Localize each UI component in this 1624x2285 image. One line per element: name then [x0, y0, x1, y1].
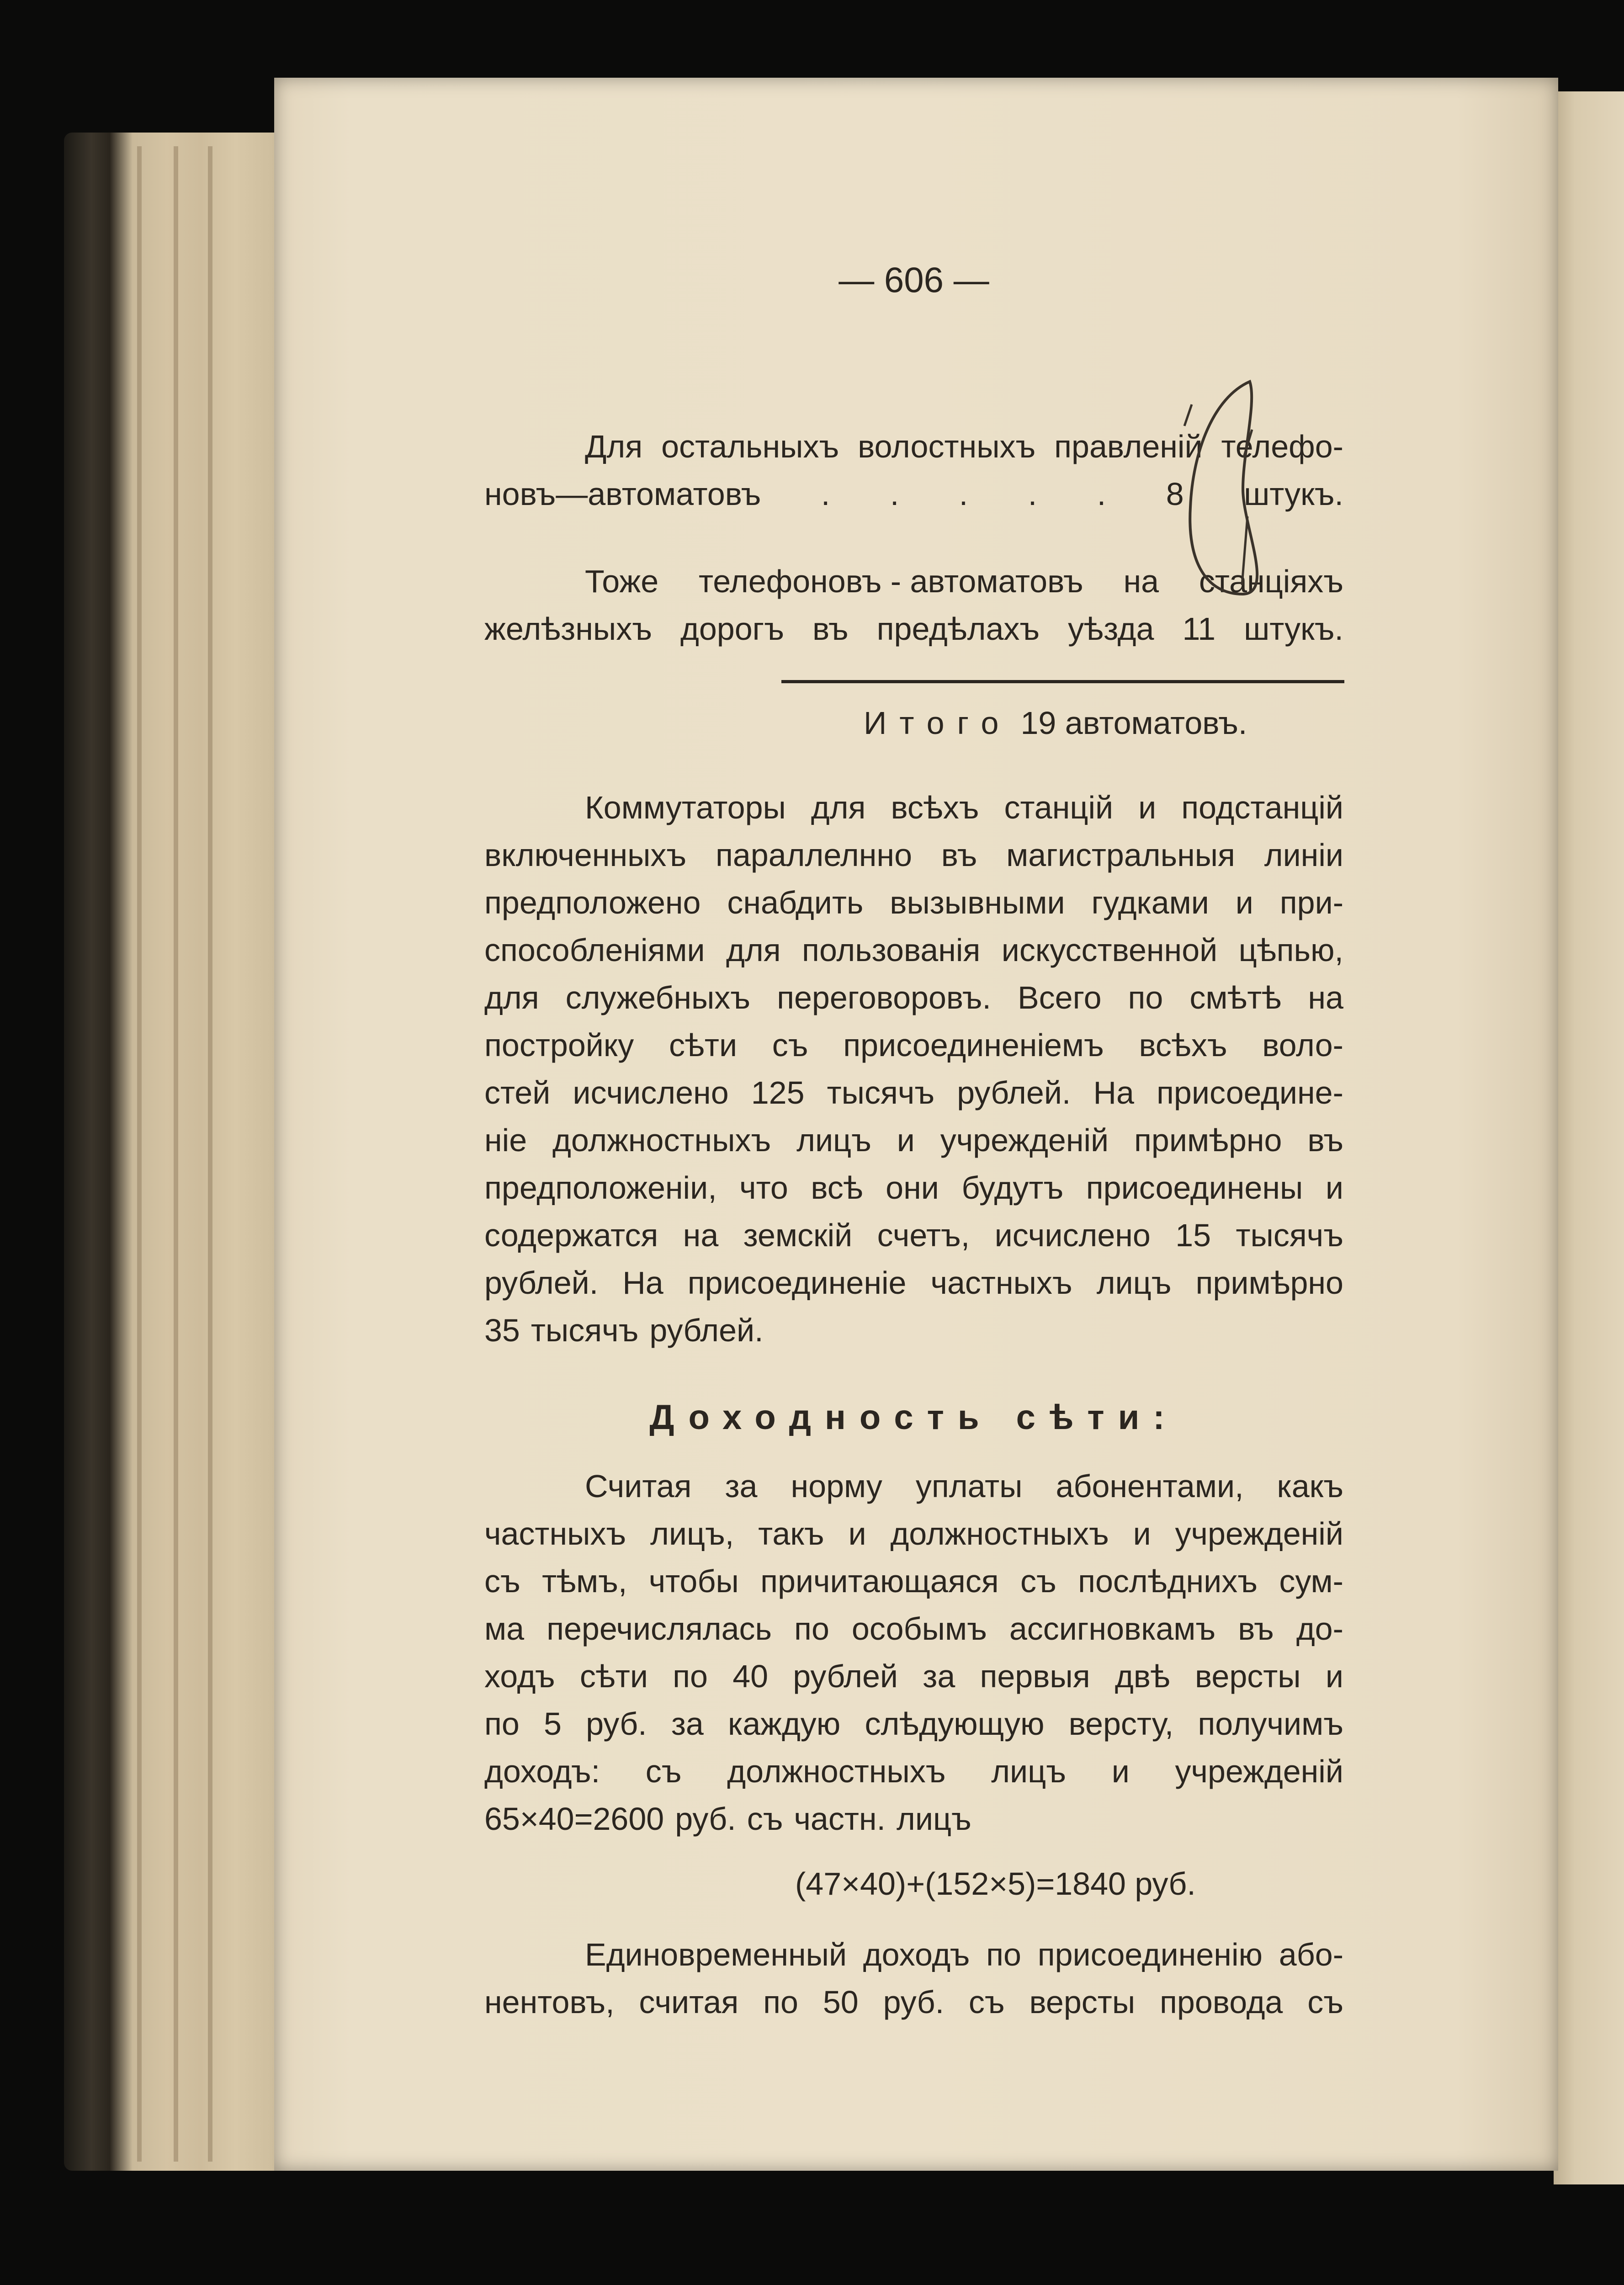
word: получимъ	[1198, 1706, 1343, 1742]
word: учрежденій	[940, 1122, 1109, 1158]
word: гудками	[1091, 885, 1209, 920]
word: съ	[968, 1984, 1005, 2020]
text-line	[484, 1116, 1343, 1164]
word: будутъ	[961, 1170, 1064, 1206]
word: смѣтѣ	[1189, 980, 1282, 1015]
word: версты	[1029, 1984, 1136, 2020]
word: для	[726, 932, 781, 968]
word: доходъ	[863, 1937, 970, 1972]
word: лицъ,	[650, 1516, 734, 1552]
count-value: 8	[1166, 476, 1184, 512]
word: по	[673, 1658, 708, 1694]
word: для	[484, 980, 539, 1015]
text-line	[484, 1557, 1343, 1605]
word: рублей	[793, 1658, 898, 1694]
word: тѣмъ,	[542, 1563, 627, 1599]
word: провода	[1160, 1984, 1283, 2020]
text-line	[484, 974, 1343, 1021]
word: двѣ	[1115, 1658, 1170, 1694]
word: присоедине-	[1157, 1075, 1343, 1111]
word: остальныхъ	[661, 429, 839, 464]
word: ма	[484, 1611, 525, 1647]
word: Считая	[585, 1468, 692, 1504]
text-block-volost-automats	[484, 423, 1343, 518]
book-page	[274, 78, 1558, 2171]
word: параллелнно	[715, 837, 913, 873]
word: тысячъ	[827, 1075, 935, 1111]
word: дорогъ	[680, 611, 784, 647]
word: такъ	[758, 1516, 824, 1552]
word: на	[1308, 980, 1343, 1015]
word: въ	[1238, 1611, 1274, 1647]
word: считая	[639, 1984, 739, 2020]
word: при-	[1279, 885, 1343, 920]
word: по	[1128, 980, 1163, 1015]
word: на	[683, 1217, 719, 1253]
word: примѣрно	[1134, 1122, 1282, 1158]
word: лицъ	[991, 1754, 1066, 1789]
text-line	[484, 1748, 1343, 1795]
word: Для	[585, 429, 643, 464]
word: станціяхъ	[1199, 563, 1343, 599]
word: въ	[1307, 1122, 1343, 1158]
word: слѣдующую	[865, 1706, 1045, 1742]
leader-dot: .	[821, 476, 830, 512]
word: за	[725, 1468, 758, 1504]
text-line	[484, 1700, 1343, 1748]
word: ассигновкамъ	[1009, 1611, 1216, 1647]
word: або-	[1279, 1937, 1343, 1972]
word: Коммутаторы	[585, 790, 786, 825]
word: 40	[732, 1658, 769, 1694]
word: рублей.	[649, 1313, 764, 1348]
word: съ	[747, 1801, 783, 1837]
text-line	[484, 1795, 1343, 1843]
word: частныхъ	[484, 1516, 626, 1552]
word: по	[484, 1706, 520, 1742]
text-block-railway-automats	[484, 558, 1343, 653]
word: учрежденій	[1175, 1516, 1343, 1552]
word: до-	[1296, 1611, 1343, 1647]
word: абонентами,	[1056, 1468, 1244, 1504]
word: и	[897, 1122, 915, 1158]
text-line	[484, 1978, 1343, 2026]
text-line	[484, 1069, 1343, 1116]
word: стей	[484, 1075, 551, 1111]
word: 65×40=2600	[484, 1801, 664, 1837]
word: присоединеніемъ	[843, 1027, 1104, 1063]
word: рублей.	[957, 1075, 1071, 1111]
total-value: 19 автоматовъ.	[1020, 705, 1247, 741]
word: сѣти	[579, 1658, 648, 1694]
leader-dot: .	[959, 476, 968, 512]
word: за	[671, 1706, 704, 1742]
word: штукъ.	[1244, 611, 1343, 647]
word: послѣднихъ	[1078, 1563, 1258, 1599]
total-label: Итого	[864, 705, 1012, 741]
section-heading: Доходность сѣти:	[649, 1398, 1178, 1437]
word: всѣхъ	[891, 790, 979, 825]
word: пользованія	[802, 932, 981, 968]
text-line	[484, 831, 1343, 879]
word: по	[763, 1984, 798, 2020]
word: уѣзда	[1068, 611, 1154, 647]
word: они	[886, 1170, 939, 1206]
text-line	[484, 1931, 1343, 1978]
word: содержатся	[484, 1217, 658, 1253]
word: 35	[484, 1313, 520, 1348]
word: съ	[772, 1027, 808, 1063]
text-line	[484, 470, 1343, 518]
word: по	[986, 1937, 1021, 1972]
word: сѣти	[669, 1027, 738, 1063]
word: присоединенію	[1037, 1937, 1263, 1972]
word: за	[923, 1658, 955, 1694]
word: должностныхъ	[890, 1516, 1109, 1552]
word: счетъ,	[877, 1217, 970, 1253]
text-column	[484, 78, 1343, 2171]
word: включенныхъ	[484, 837, 687, 873]
word: частныхъ	[930, 1265, 1072, 1301]
word: 5	[544, 1706, 562, 1742]
word: должностныхъ	[552, 1122, 771, 1158]
text-line	[484, 1605, 1343, 1653]
word: всѣхъ	[1139, 1027, 1227, 1063]
page-edge-line	[174, 146, 178, 2162]
word: Тоже	[585, 563, 659, 599]
page-edge-line	[137, 146, 142, 2162]
word: примѣрно	[1195, 1265, 1343, 1301]
word: исчислено	[994, 1217, 1151, 1253]
word: предположеніи,	[484, 1170, 717, 1206]
word: на	[1123, 563, 1159, 599]
word: перечислялась	[547, 1611, 772, 1647]
word: станцій	[1004, 790, 1114, 825]
word: искусственной	[1001, 932, 1218, 968]
word: Единовременный	[585, 1937, 847, 1972]
text-line	[484, 1653, 1343, 1700]
text-line	[484, 423, 1343, 470]
text-line	[484, 1307, 1343, 1354]
facing-page-edge	[1554, 91, 1624, 2184]
paragraph-one-time-income	[484, 1931, 1343, 2026]
word: ніе	[484, 1122, 527, 1158]
word: норму	[791, 1468, 882, 1504]
text-line	[484, 558, 1343, 605]
word: и	[1325, 1170, 1343, 1206]
word: съ	[484, 1563, 520, 1599]
word: тысячъ	[1236, 1217, 1343, 1253]
word: ходъ	[484, 1658, 555, 1694]
word: снабдить	[727, 885, 864, 920]
word: подстанцій	[1181, 790, 1343, 825]
text-line	[484, 879, 1343, 926]
word: въ	[812, 611, 849, 647]
word: новъ—автоматовъ	[484, 476, 761, 512]
word: рублей.	[484, 1265, 599, 1301]
word: особымъ	[851, 1611, 987, 1647]
book-page-stack	[64, 133, 292, 2171]
word: руб.	[883, 1984, 945, 2020]
word: по	[794, 1611, 829, 1647]
word: лицъ	[897, 1801, 971, 1837]
leader-dot: .	[1097, 476, 1106, 512]
word: исчислено	[573, 1075, 729, 1111]
word: уплаты	[915, 1468, 1023, 1504]
word: постройку	[484, 1027, 634, 1063]
leader-dot: .	[890, 476, 899, 512]
word: линіи	[1264, 837, 1343, 873]
word: первыя	[980, 1658, 1090, 1694]
text-line	[484, 1510, 1343, 1557]
word: всѣ	[811, 1170, 863, 1206]
text-line	[484, 605, 1343, 653]
word: переговоровъ.	[777, 980, 991, 1015]
word: 125	[751, 1075, 805, 1111]
word: доходъ:	[484, 1754, 600, 1789]
word: присоединены	[1086, 1170, 1303, 1206]
word: съ	[1307, 1984, 1343, 2020]
word: правленій	[1054, 429, 1203, 464]
word: нентовъ,	[484, 1984, 615, 2020]
word: и	[1111, 1754, 1130, 1789]
paragraph-commutators	[484, 784, 1343, 1354]
word: сум-	[1279, 1563, 1343, 1599]
word: На	[622, 1265, 663, 1301]
text-line	[484, 1021, 1343, 1069]
page-edge-line	[208, 146, 212, 2162]
word: цѣпью,	[1238, 932, 1343, 968]
word: причитающаяся	[760, 1563, 999, 1599]
word: земскій	[743, 1217, 853, 1253]
word: и	[1235, 885, 1253, 920]
word: тысячъ	[531, 1313, 639, 1348]
total-line	[484, 699, 1624, 747]
word: присоединеніе	[687, 1265, 907, 1301]
word: и	[1133, 1516, 1151, 1552]
word: должностныхъ	[727, 1754, 946, 1789]
word: телефоновъ - автоматовъ	[698, 563, 1083, 599]
text-line	[484, 1212, 1343, 1259]
word: руб.	[675, 1801, 736, 1837]
word: и	[848, 1516, 866, 1552]
word: На	[1093, 1075, 1134, 1111]
word: версту,	[1068, 1706, 1174, 1742]
count-value: 11	[1182, 611, 1216, 647]
word: способленіями	[484, 932, 705, 968]
word: частн.	[794, 1801, 886, 1837]
word: волостныхъ	[858, 429, 1036, 464]
word: и	[1138, 790, 1157, 825]
word: магистральныя	[1006, 837, 1235, 873]
text-line	[484, 1164, 1343, 1212]
text-line	[484, 1259, 1343, 1307]
word: желѣзныхъ	[484, 611, 652, 647]
word: лицъ	[1096, 1265, 1172, 1301]
word: руб.	[586, 1706, 647, 1742]
word: что	[739, 1170, 788, 1206]
word: съ	[645, 1754, 682, 1789]
word: съ	[1020, 1563, 1056, 1599]
word: лицъ	[796, 1122, 871, 1158]
word: чтобы	[648, 1563, 739, 1599]
word: для	[811, 790, 866, 825]
text-line	[484, 1462, 1343, 1510]
leader-dot: .	[1028, 476, 1037, 512]
word: учрежденій	[1175, 1754, 1343, 1789]
page-number: — 606 —	[839, 260, 989, 300]
word: вызывными	[890, 885, 1065, 920]
word: и	[1325, 1658, 1343, 1694]
formula-line: (47×40)+(152×5)=1840 руб.	[795, 1866, 1196, 1902]
word: какъ	[1277, 1468, 1343, 1504]
word: служебныхъ	[565, 980, 751, 1015]
word: 50	[823, 1984, 859, 2020]
word: воло-	[1262, 1027, 1343, 1063]
word: Всего	[1017, 980, 1102, 1015]
sum-rule	[781, 680, 1344, 683]
word: предѣлахъ	[876, 611, 1040, 647]
word: штукъ.	[1244, 476, 1343, 512]
word: телефо-	[1221, 429, 1343, 464]
word: каждую	[728, 1706, 841, 1742]
word: версты	[1194, 1658, 1301, 1694]
word: въ	[941, 837, 977, 873]
text-line	[484, 784, 1343, 831]
word: 15	[1175, 1217, 1211, 1253]
word: предположено	[484, 885, 701, 920]
paragraph-income	[484, 1462, 1343, 1843]
text-line	[484, 926, 1343, 974]
